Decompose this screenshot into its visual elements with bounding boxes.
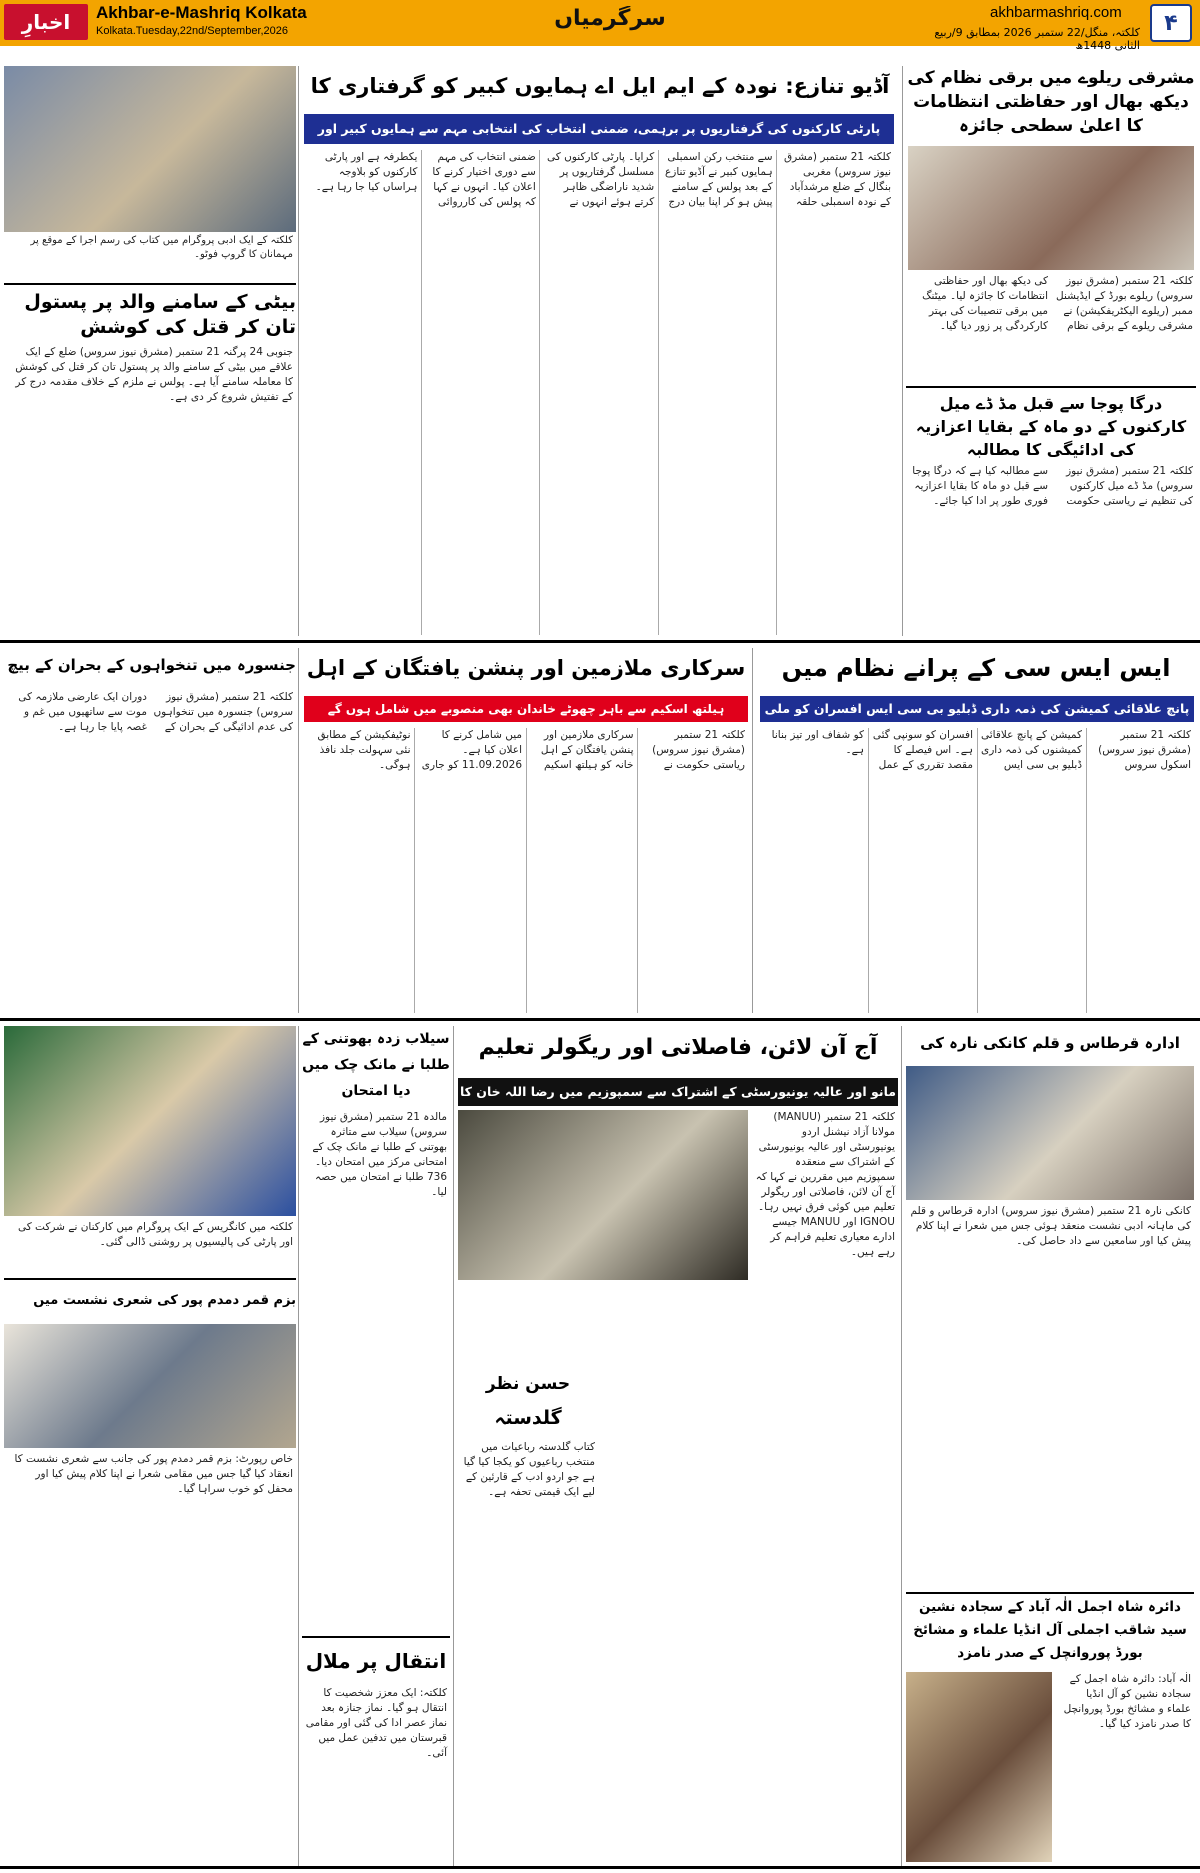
literary-meet-photo	[906, 1066, 1194, 1200]
divider	[906, 1592, 1194, 1594]
symposium-photo	[458, 1110, 748, 1280]
headline: ادارہ قرطاس و قلم کانکی نارہ کی	[920, 1034, 1180, 1052]
section-divider	[0, 1018, 1200, 1021]
headline: دائرہ شاہ اجمل الٰہ آباد کے سجادہ نشین سید شاقب اجملی آل انڈیا علماء و مشائخ بورڈ پوروانچل کے صدر نامزد	[913, 1599, 1187, 1661]
section-divider	[0, 640, 1200, 643]
paper-logo: اخبارِ	[4, 4, 88, 40]
sajjada-portrait-photo	[906, 1672, 1052, 1862]
rubaiyat-kicker: حسن نظر	[485, 1374, 571, 1394]
story-body: کتاب گلدستہ رباعیات میں منتخب رباعیوں کو یکجا کیا گیا ہے جو اردو ادب کے قارئین کے لیے ایک قیمتی تحفہ ہے۔	[463, 1441, 595, 1498]
site-url[interactable]: akhbarmashriq.com	[990, 4, 1122, 21]
story-body: کلکتہ 21 ستمبر (MANUU) مولانا آزاد نیشنل اردو یونیورسٹی اور عالیہ یونیورسٹی کے اشتراک سے منعقدہ سمپوزیم میں مقررین نے کہا کہ آج آن لائن، فاصلاتی اور ریگولر تعلیم میں کوئی فرق نہیں رہا۔ IGNOU اور MANUU جیسے ادارے معیاری تعلیم فراہم کر رہے ہیں۔	[755, 1111, 895, 1258]
headline: ایس ایس سی کے پرانے نظام میں	[781, 654, 1171, 682]
column-rule	[298, 648, 299, 1013]
subheadline-banner: پارٹی کارکنوں کی گرفتاریوں پر برہمی، ضمنی انتخاب کی انتخابی مہم سے ہمایوں کبیر اور	[304, 114, 894, 144]
divider	[4, 283, 296, 285]
subheadline-banner: ہیلتھ اسکیم سے باہر چھوٹے خاندان بھی منصوبے میں شامل ہوں گے	[304, 696, 748, 722]
divider	[906, 386, 1196, 388]
photo-caption: کلکتہ کے ایک ادبی پروگرام میں کتاب کی رسم اجرا کے موقع پر مہمانان کا گروپ فوٹو۔	[30, 235, 293, 260]
footer-rule	[0, 1866, 1200, 1869]
story-body: کلکتہ 21 ستمبر (مشرق نیوز سروس) ریاستی حکومت نے سرکاری ملازمین اور پنشن یافتگان کے اہل خانہ کو ہیلتھ اسکیم میں شامل کرنے کا اعلان کیا ہے۔ 11.09.2026 کو جاری نوٹیفکیشن کے مطابق نئی سہولت جلد نافذ ہوگی۔	[317, 729, 745, 771]
story-body: کانکی نارہ 21 ستمبر (مشرق نیوز سروس) ادارہ قرطاس و قلم کی ماہانہ ادبی نشست منعقد ہوئی جس میں شعرا نے اپنا کلام پیش کیا اور سامعین سے داد حاصل کی۔	[910, 1205, 1191, 1247]
story-body: کلکتہ 21 ستمبر (مشرق نیوز سروس) ریلوے بورڈ کے ایڈیشنل ممبر (ریلوے الیکٹریفکیشن) نے مشرقی ریلوے کے برقی نظام کی دیکھ بھال اور حفاظتی انتظامات کا جائزہ لیا۔ میٹنگ میں برقی تنصیبات کی بہتر کارکردگی پر زور دیا گیا۔	[922, 275, 1193, 332]
headline: درگا پوجا سے قبل مڈ ڈے میل کارکنوں کے دو ماہ کے بقایا اعزازیہ کی ادائیگی کا مطالبہ	[915, 394, 1187, 459]
headline: جنسورہ میں تنخواہوں کے بحران کے بیچ	[7, 656, 296, 674]
column-rule	[298, 1026, 299, 1866]
section-title: سرگرمیاں	[554, 6, 666, 31]
story-body: کلکتہ: ایک معزز شخصیت کا انتقال ہو گیا۔ نماز جنازہ بعد نماز عصر ادا کی گئی اور مقامی قبرستان میں تدفین عمل میں آئی۔	[305, 1687, 447, 1759]
story-body: جنوبی 24 پرگنہ 21 ستمبر (مشرق نیوز سروس) ضلع کے ایک علاقے میں بیٹی کے سامنے والد پر پستول تان کر قتل کی کوشش کا معاملہ سامنے آیا ہے۔ پولس نے ملزم کے خلاف مقدمہ درج کر کے تفتیش شروع کر دی ہے۔	[15, 346, 293, 403]
divider	[302, 1636, 450, 1638]
page-number: ۴	[1150, 4, 1192, 42]
congress-event-photo	[4, 1026, 296, 1216]
column-rule	[902, 66, 903, 636]
book-launch-photo	[4, 66, 296, 232]
story-body: مالدہ 21 ستمبر (مشرق نیوز سروس) سیلاب سے متاثرہ بھوتنی کے طلبا نے مانک چک کے امتحانی مرکز میں امتحان دیا۔ 736 طلبا نے امتحان میں حصہ لیا۔	[312, 1111, 447, 1198]
poetry-meet-photo	[4, 1324, 296, 1448]
headline: مشرقی ریلوے میں برقی نظام کی دیکھ بھال اور حفاظتی انتظامات کا اعلیٰ سطحی جائزہ	[907, 68, 1195, 136]
photo-caption: کلکتہ میں کانگریس کے ایک پروگرام میں کارکنان نے شرکت کی اور پارٹی کی پالیسیوں پر روشنی ڈالی گئی۔	[17, 1221, 293, 1248]
column-rule	[752, 648, 753, 1013]
headline: انتقال پر ملال	[305, 1649, 447, 1673]
subheadline-banner: پانچ علاقائی کمیشن کی ذمہ داری ڈبلیو بی سی ایس افسران کو ملی	[760, 696, 1194, 722]
story-body: کلکتہ 21 ستمبر (مشرق نیوز سروس) جنسورہ میں تنخواہوں کی عدم ادائیگی کے بحران کے دوران ایک عارضی ملازمہ کی موت سے ساتھیوں میں غم و غصہ پایا جا رہا ہے۔	[18, 691, 293, 733]
story-body: کلکتہ 21 ستمبر (مشرق نیوز سروس) اسکول سروس کمیشن کے پانچ علاقائی کمیشنوں کی ذمہ داری ڈبلیو بی سی ایس افسران کو سونپی گئی ہے۔ اس فیصلے کا مقصد تقرری کے عمل کو شفاف اور تیز بنانا ہے۔	[771, 729, 1191, 771]
story-body: خاص رپورٹ: بزم قمر دمدم پور کی جانب سے شعری نشست کا انعقاد کیا گیا جس میں مقامی شعرا نے اپنا کلام پیش کیا اور محفل کو خوب سراہا گیا۔	[14, 1453, 293, 1495]
headline: آج آن لائن، فاصلاتی اور ریگولر تعلیم	[478, 1035, 878, 1060]
headline: بیٹی کے سامنے والد پر پستول تان کر قتل کی کوشش	[24, 291, 296, 338]
headline: سیلاب زدہ بھوتنی کے طلبا نے مانک چک میں دیا امتحان	[302, 1031, 450, 1099]
rubaiyat-headline: گلدستہ	[494, 1407, 562, 1429]
subheadline-banner: مانو اور عالیہ یونیورسٹی کے اشتراک سے سمپوزیم میں رضا اللہ خان کا	[458, 1078, 898, 1106]
paper-name: Akhbar-e-Mashriq Kolkata	[96, 3, 307, 22]
story-body: کلکتہ 21 ستمبر (مشرق نیوز سروس) مغربی بنگال کے ضلع مرشدآباد کے نودہ اسمبلی حلقہ سے منتخب رکن اسمبلی ہمایوں کبیر نے آڈیو تنازع کے بعد پولس کے سامنے پیش ہو کر اپنا بیان درج کرایا۔ پارٹی کارکنوں کی مسلسل گرفتاریوں پر شدید ناراضگی ظاہر کرتے ہوئے انہوں نے ضمنی انتخاب کی مہم سے دوری اختیار کرنے کا اعلان کیا۔ انہوں نے کہا کہ پولس کی کارروائی یکطرفہ ہے اور پارٹی کارکنوں کو بلاوجہ ہراساں کیا جا رہا ہے۔	[315, 151, 891, 208]
headline: بزم قمر دمدم پور کی شعری نشست میں	[33, 1293, 296, 1308]
divider	[4, 1278, 296, 1280]
headline: آڈیو تنازع: نودہ کے ایم ایل اے ہمایوں کبیر کو گرفتاری کا	[310, 74, 890, 98]
column-rule	[901, 1026, 902, 1866]
urdu-dateline: کلکتہ، منگل/22 ستمبر 2026 بمطابق 9/ربیع الثانی 1448ھ	[934, 26, 1140, 52]
column-rule	[298, 66, 299, 636]
dateline: Kolkata.Tuesday,22nd/September,2026	[96, 25, 289, 37]
column-rule	[453, 1026, 454, 1866]
railway-meeting-photo	[908, 146, 1194, 270]
story-body: الٰہ آباد: دائرہ شاہ اجمل کے سجادہ نشین کو آل انڈیا علماء و مشائخ بورڈ پوروانچل کا صدر نامزد کیا گیا۔	[1063, 1673, 1191, 1730]
story-body: کلکتہ 21 ستمبر (مشرق نیوز سروس) مڈ ڈے میل کارکنوں کی تنظیم نے ریاستی حکومت سے مطالبہ کیا ہے کہ درگا پوجا سے قبل دو ماہ کا بقایا اعزازیہ فوری طور پر ادا کیا جائے۔	[912, 465, 1193, 507]
headline: سرکاری ملازمین اور پنشن یافتگان کے اہل	[306, 656, 746, 680]
